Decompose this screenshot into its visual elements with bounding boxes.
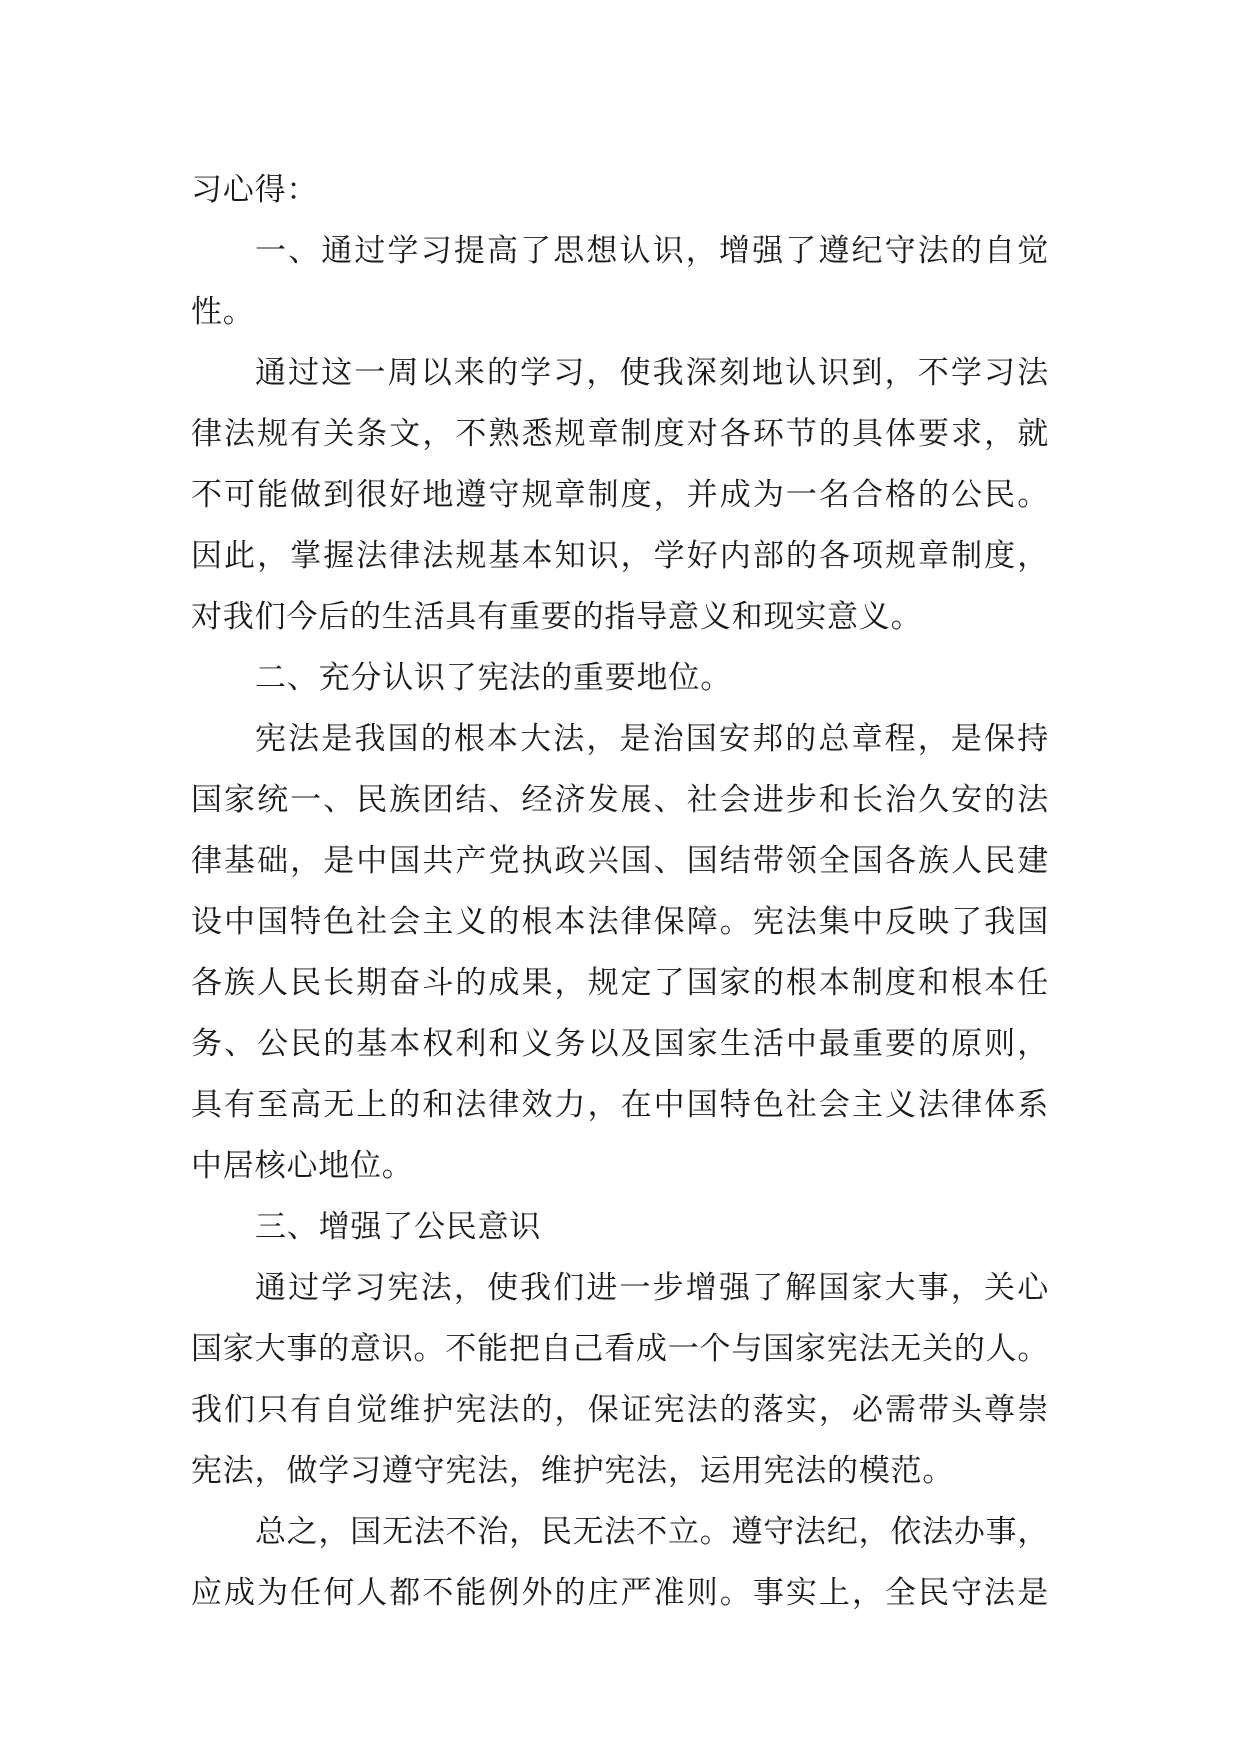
document-body [191,160,1049,1624]
text-line: 三、增强了公民意识 [255,1209,542,1245]
text-line: 国家大事的意识。不能把自己看成一个与国家宪法无关的人。 [191,1331,1049,1367]
text-line: 国家统一、民族团结、经济发展、社会进步和长治久安的法 [191,782,1049,818]
text-line: 宪法是我国的根本大法，是治国安邦的总章程，是保持 [255,721,1049,757]
text-line: 总之，国无法不治，民无法不立。遵守法纪，依法办事， [255,1514,1049,1550]
text-line: 通过学习宪法，使我们进一步增强了解国家大事，关心 [255,1270,1049,1306]
text-line: 各族人民长期奋斗的成果，规定了国家的根本制度和根本任 [191,965,1049,1001]
text-line: 一、通过学习提高了思想认识，增强了遵纪守法的自觉 [255,233,1049,269]
text-line: 对我们今后的生活具有重要的指导意义和现实意义。 [191,599,923,635]
text-line: 律基础，是中国共产党执政兴国、国结带领全国各族人民建 [191,843,1049,879]
text-line: 具有至高无上的和法律效力，在中国特色社会主义法律体系 [191,1087,1049,1123]
text-line: 不可能做到很好地遵守规章制度，并成为一名合格的公民。 [191,477,1049,513]
text-line: 因此，掌握法律法规基本知识，学好内部的各项规章制度， [191,538,1049,574]
text-line: 通过这一周以来的学习，使我深刻地认识到，不学习法 [255,355,1049,391]
text-line: 二、充分认识了宪法的重要地位。 [255,660,732,696]
text-line: 务、公民的基本权利和义务以及国家生活中最重要的原则， [191,1026,1049,1062]
text-line: 习心得： [191,172,319,208]
text-line: 设中国特色社会主义的根本法律保障。宪法集中反映了我国 [191,904,1049,940]
text-line: 律法规有关条文，不熟悉规章制度对各环节的具体要求，就 [191,416,1049,452]
text-line: 我们只有自觉维护宪法的，保证宪法的落实，必需带头尊崇 [191,1392,1049,1428]
text-line: 性。 [191,294,255,330]
text-line: 中居核心地位。 [191,1148,414,1184]
text-line: 宪法，做学习遵守宪法，维护宪法，运用宪法的模范。 [191,1453,955,1489]
text-line: 应成为任何人都不能例外的庄严准则。事实上，全民守法是 [191,1575,1049,1611]
